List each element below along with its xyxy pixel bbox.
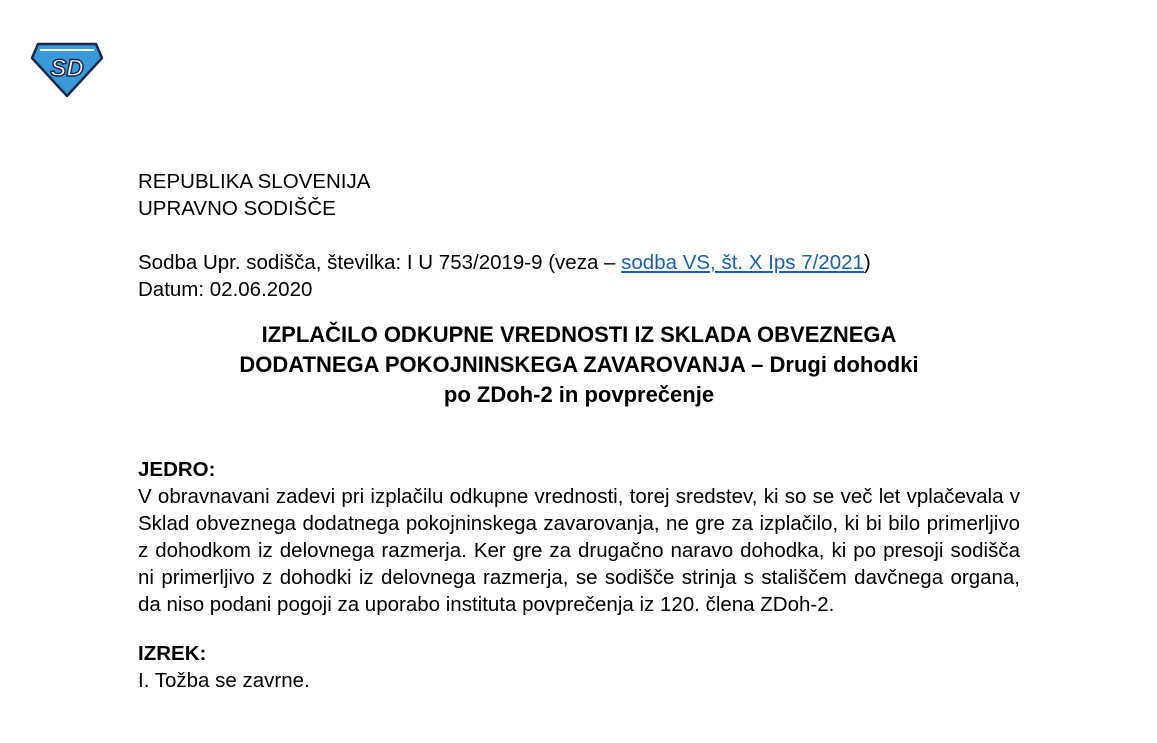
document-title — [138, 320, 1020, 410]
reference-link[interactable]: sodba VS, št. X Ips 7/2021 — [621, 251, 864, 274]
document-body — [138, 168, 1020, 694]
reference-suffix: ) — [863, 251, 871, 274]
logo-letters: SD — [50, 55, 84, 82]
reference-line — [138, 249, 1020, 276]
header-court: UPRAVNO SODIŠČE — [138, 197, 336, 220]
izrek-heading: IZREK: — [138, 642, 207, 665]
title-line-1: IZPLAČILO ODKUPNE VREDNOSTI IZ SKLADA OBVEZNEGA — [261, 322, 897, 347]
izrek-item-1: I. Tožba se zavrne. — [138, 669, 310, 692]
header-country: REPUBLIKA SLOVENIJA — [138, 170, 371, 193]
decision-date: Datum: 02.06.2020 — [138, 278, 313, 301]
title-line-2: DODATNEGA POKOJNINSKEGA ZAVAROVANJA – Drugi dohodki — [239, 352, 919, 377]
izrek-section — [138, 640, 1020, 694]
court-logo — [30, 40, 104, 98]
title-line-3: po ZDoh-2 in povprečenje — [443, 382, 715, 407]
jedro-text: V obravnavani zadevi pri izplačilu odkupne vrednosti, torej sredstev, ki so se več let vplačevala v Sklad obveznega dodatnega pokojninskega zavarovanja, ne gre za izplačilo, ki bi bilo primerljivo z dohodkom iz delovnega razmerja. Ker gre za drugačno naravo dohodka, ki po presoji sodišča ni primerljivo z dohodki iz delovnega razmerja, se sodišče strinja s stališčem davčnega organa, da niso podani pogoji za uporabo instituta povprečenja iz 120. člena ZDoh-2. — [138, 485, 1020, 616]
jedro-section — [138, 456, 1020, 618]
reference-prefix: Sodba Upr. sodišča, številka: I U 753/2019-9 (veza – — [138, 251, 622, 274]
jedro-heading: JEDRO: — [138, 458, 216, 481]
